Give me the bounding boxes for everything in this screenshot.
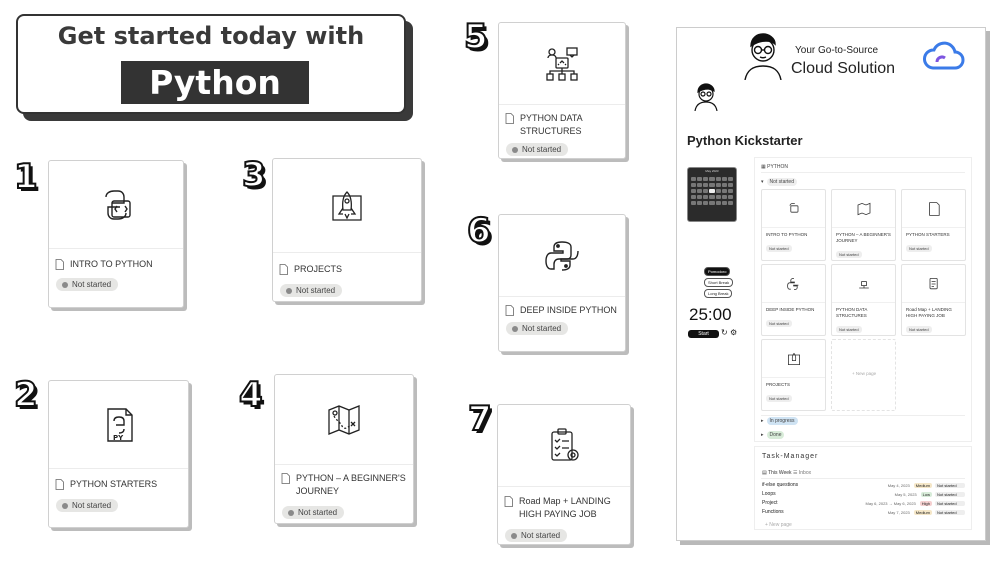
card-title: INTRO TO PYTHON (70, 259, 153, 269)
card-title-row (505, 304, 619, 317)
card-cover (902, 265, 965, 303)
py-file-icon (926, 201, 942, 217)
gallery-card[interactable] (901, 264, 966, 336)
long-break-tab[interactable]: Long Break (704, 289, 732, 298)
card-title: PYTHON STARTERS (906, 232, 950, 237)
calendar-header: May 2023 (705, 169, 719, 173)
status-badge: Not started (836, 251, 862, 258)
step-number-2: 2 (14, 375, 38, 415)
group-in-progress[interactable]: ▸ In progress (761, 417, 798, 425)
code-document-icon (96, 185, 136, 225)
gallery-card[interactable] (761, 189, 826, 261)
card-title: PROJECTS (766, 382, 791, 387)
status-badge: Not started (56, 278, 118, 291)
card-beginners-journey[interactable] (274, 374, 414, 524)
python-logo-icon (786, 276, 802, 292)
card-title: PYTHON STARTERS (70, 479, 158, 489)
step-number-7: 7 (468, 399, 492, 439)
status-badge: Not started (282, 506, 344, 519)
status-dot (62, 282, 68, 288)
code-document-icon (786, 201, 802, 217)
status-badge: Not started (56, 499, 118, 512)
page-icon (505, 305, 514, 316)
tagline-large: Cloud Solution (791, 60, 896, 77)
step-number-4: 4 (239, 375, 263, 415)
svg-text:PY: PY (112, 433, 123, 442)
card-cover (762, 265, 825, 303)
card-deep-inside-python[interactable] (498, 214, 626, 352)
flowchart-icon (542, 44, 582, 84)
step-number-6: 6 (467, 211, 491, 251)
gallery-card[interactable] (831, 189, 896, 261)
card-title: Road Map + LANDING HIGH PAYING JOB (906, 307, 952, 319)
card-title: PYTHON – A BEGINNER'S JOURNEY (836, 232, 891, 244)
group-done[interactable]: ▸ Done (761, 431, 784, 439)
cloud-logo-icon (923, 40, 965, 72)
step-number-1: 1 (14, 157, 38, 197)
tagline-small: Your Go-to-Source (795, 45, 879, 56)
group-not-started[interactable]: ▾ Not started (761, 178, 797, 186)
divider (761, 415, 965, 416)
rocket-blueprint-icon (786, 351, 802, 367)
card-title: PYTHON – A BEGINNER'S JOURNEY (296, 473, 406, 497)
task-manager (754, 446, 972, 530)
card-cover (832, 265, 895, 303)
card-cover (273, 159, 421, 253)
status-dot (286, 288, 292, 294)
card-title: DEEP INSIDE PYTHON (520, 305, 617, 315)
new-task-button[interactable]: + New page (765, 522, 792, 528)
status-badge: Not started (906, 245, 932, 252)
card-cover (762, 190, 825, 228)
tab-inbox[interactable]: ☰ Inbox (793, 470, 812, 476)
gallery-card[interactable] (831, 264, 896, 336)
card-title: Road Map + LANDING HIGH PAYING JOB (519, 496, 611, 520)
page-icon (505, 113, 514, 124)
rocket-blueprint-icon (327, 186, 367, 226)
task-row[interactable]: Functions May 7, 2023 Medium Not started (762, 508, 965, 516)
card-title-row (55, 478, 182, 491)
card-python-starters[interactable] (48, 380, 189, 528)
status-dot (288, 510, 294, 516)
card-cover (762, 340, 825, 378)
card-cover (49, 161, 183, 249)
short-break-tab[interactable]: Short Break (704, 278, 733, 287)
task-manager-title: Task-Manager (762, 453, 819, 460)
treasure-map-icon (856, 201, 872, 217)
card-data-structures[interactable] (498, 22, 626, 159)
status-badge: Not started (280, 284, 342, 297)
py-file-icon (99, 405, 139, 445)
card-projects[interactable] (272, 158, 422, 302)
task-row[interactable]: if-else questions May 4, 2023 Medium Not started (762, 481, 965, 489)
card-title: PYTHON DATA STRUCTURES (836, 307, 868, 319)
page-icon (281, 473, 290, 484)
calendar-grid (691, 177, 733, 205)
status-badge: Not started (766, 395, 792, 402)
step-number-3: 3 (242, 155, 266, 195)
card-cover (49, 381, 188, 469)
card-cover (275, 375, 413, 465)
page-icon (504, 496, 513, 507)
headline-python-label: Python (121, 61, 309, 104)
card-intro-to-python[interactable] (48, 160, 184, 308)
divider (761, 172, 965, 173)
card-title-row (504, 495, 624, 521)
card-road-map[interactable] (497, 404, 631, 545)
status-badge: Not started (766, 320, 792, 327)
status-dot (62, 503, 68, 509)
card-cover (499, 23, 625, 105)
flowchart-icon (856, 276, 872, 292)
status-badge: Not started (506, 143, 568, 156)
step-number-5: 5 (464, 17, 488, 57)
gallery-card[interactable] (901, 189, 966, 261)
card-title-row (279, 263, 415, 276)
reset-icon[interactable]: ↻ (721, 328, 728, 337)
card-title-row (55, 258, 177, 271)
headline-line1: Get started today with (57, 22, 365, 50)
settings-gear-icon[interactable]: ⚙ (730, 328, 738, 337)
headline-box (16, 14, 406, 114)
database-view-tab[interactable]: ▦ PYTHON (761, 164, 788, 170)
status-dot (512, 147, 518, 153)
page-icon (55, 479, 64, 490)
status-badge: Not started (766, 245, 792, 252)
tab-this-week[interactable]: ▤ This Week (762, 470, 792, 476)
calendar-widget[interactable] (687, 167, 737, 222)
card-cover (832, 190, 895, 228)
status-badge: Not started (906, 326, 932, 333)
card-title-row (505, 112, 619, 138)
pomodoro-tab[interactable]: Pomodoro (704, 267, 730, 276)
page-icon (55, 259, 64, 270)
treasure-map-icon (324, 400, 364, 440)
pomodoro-timer: 25:00 (689, 305, 732, 324)
card-title: INTRO TO PYTHON (766, 232, 808, 237)
card-title: DEEP INSIDE PYTHON (766, 307, 815, 312)
status-badge: Not started (505, 529, 567, 542)
status-badge: Not started (506, 322, 568, 335)
page-icon (279, 264, 288, 275)
divider (761, 478, 965, 479)
gallery-card[interactable] (761, 264, 826, 336)
person-avatar-icon (741, 32, 785, 80)
notion-page-preview (676, 27, 986, 541)
python-database (754, 157, 972, 442)
page-avatar-icon (693, 83, 719, 111)
task-row[interactable]: Loops May 5, 2023 Low Not started (762, 490, 965, 498)
task-row[interactable]: Project May 6, 2023 → May 6, 2023 High Not started (762, 499, 965, 507)
card-cover (498, 405, 630, 487)
start-button[interactable]: Start (688, 330, 719, 338)
status-dot (512, 326, 518, 332)
page-title: Python Kickstarter (687, 133, 803, 148)
card-cover (902, 190, 965, 228)
python-logo-icon (542, 236, 582, 276)
card-title: PROJECTS (294, 264, 343, 274)
status-badge: Not started (836, 326, 862, 333)
status-dot (511, 533, 517, 539)
gallery-card[interactable] (761, 339, 826, 411)
checklist-gear-icon (926, 276, 942, 292)
new-page-card[interactable]: + New page (831, 339, 896, 411)
card-title: PYTHON DATA STRUCTURES (520, 113, 583, 137)
checklist-gear-icon (544, 426, 584, 466)
card-title-row (281, 472, 407, 498)
card-cover (499, 215, 625, 297)
